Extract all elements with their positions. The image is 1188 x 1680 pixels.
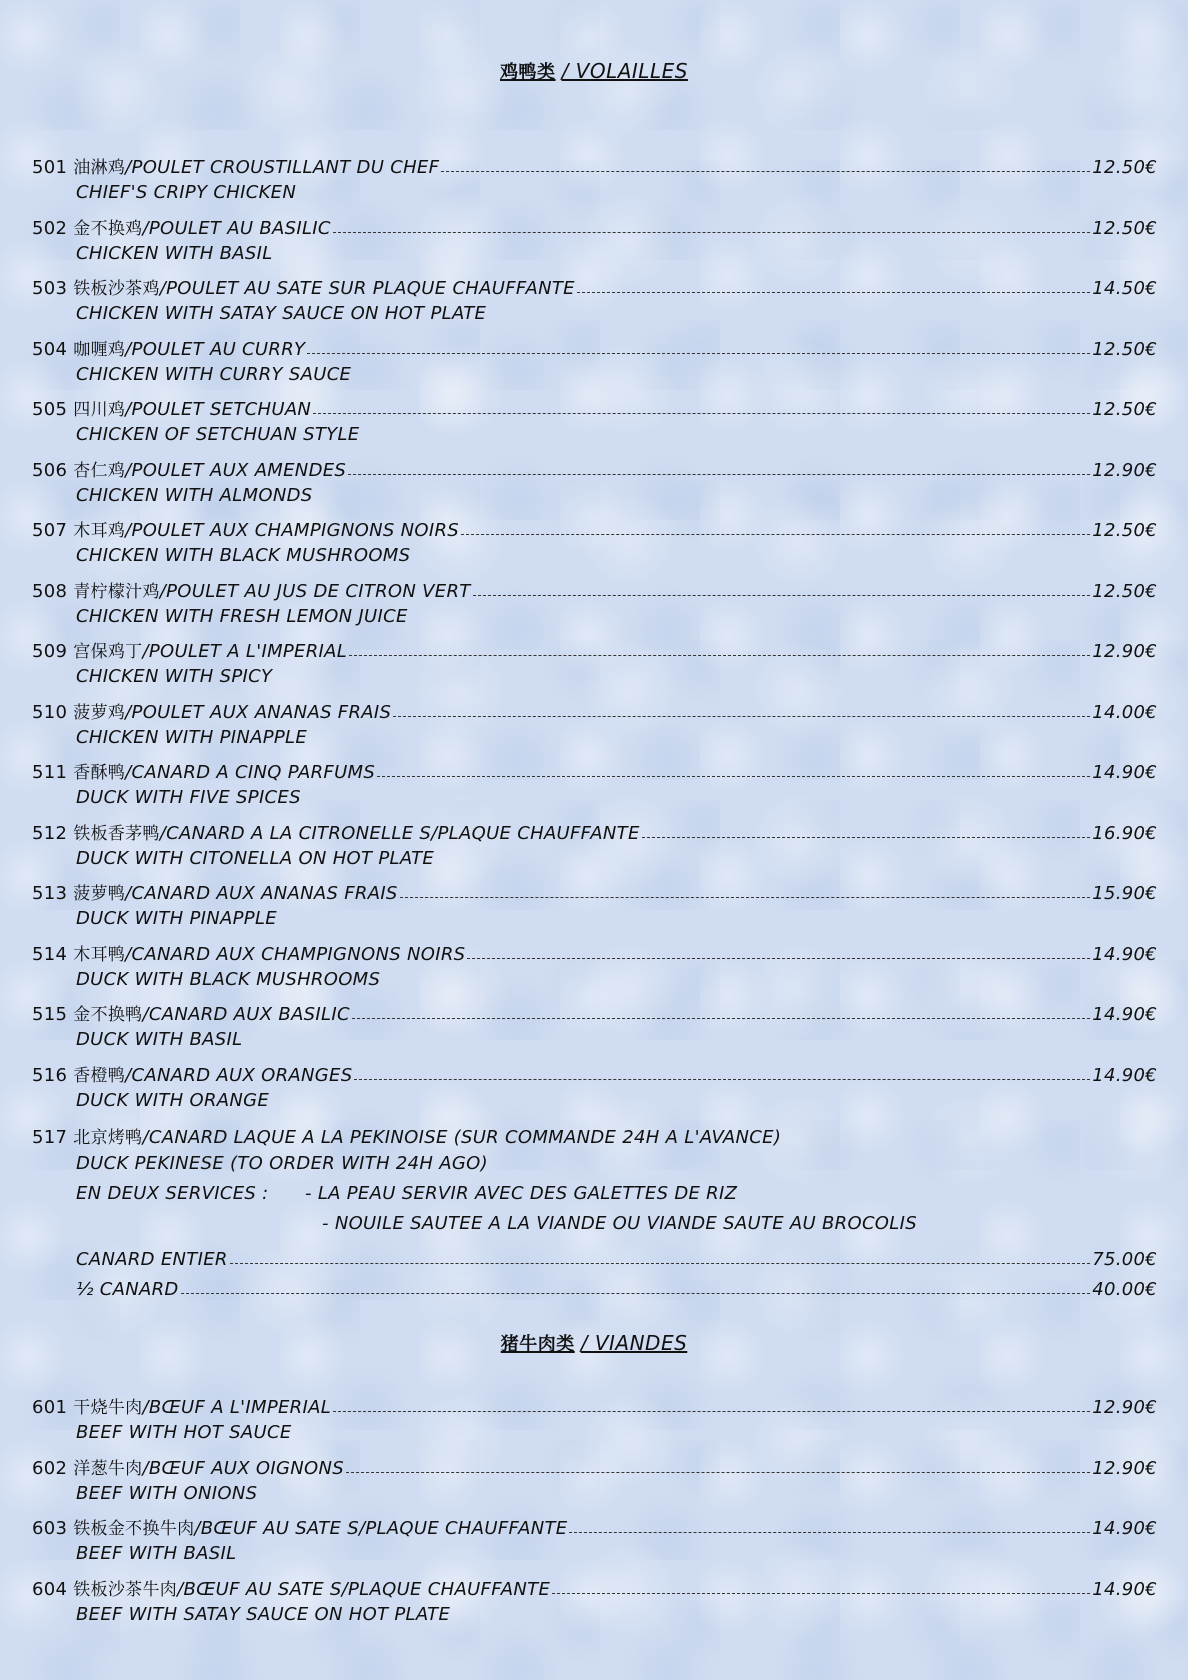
item-number: 509	[32, 641, 68, 662]
option-price: 75.00€	[1092, 1249, 1157, 1270]
item-number: 503	[32, 278, 68, 299]
dotted-leader	[377, 766, 1090, 777]
menu-item-510	[32, 693, 1157, 723]
item-name-en: CHICKEN WITH SPICY	[76, 666, 273, 687]
item-name-fr: /CANARD AUX BASILIC	[142, 1004, 350, 1025]
menu-item-602	[32, 1449, 1157, 1479]
item-name-fr: /BŒUF AU SATE S/PLAQUE CHAUFFANTE	[177, 1578, 551, 1600]
item-number: 502	[32, 217, 68, 239]
menu-item-515	[32, 995, 1157, 1025]
item-price: 12.50€	[1092, 338, 1157, 360]
item-price: 15.90€	[1092, 883, 1157, 904]
item-name-fr: /POULET AU BASILIC	[142, 217, 331, 239]
item-name-zh: 四川鸡	[73, 400, 126, 420]
menu-item-501	[32, 148, 1157, 178]
item-name-en: CHICKEN OF SETCHUAN STYLE	[76, 424, 360, 445]
item-name-en: CHICKEN WITH BLACK MUSHROOMS	[76, 545, 411, 566]
item-price: 12.50€	[1092, 520, 1157, 541]
item-name-fr: /POULET AUX AMENDES	[125, 459, 347, 481]
item-number: 505	[32, 399, 68, 420]
menu-item-504	[32, 330, 1157, 360]
item-number: 513	[32, 883, 68, 904]
dotted-leader	[577, 282, 1090, 293]
item-name-fr: /CANARD A CINQ PARFUMS	[125, 762, 376, 783]
item-name-fr: /BŒUF A L'IMPERIAL	[142, 1397, 332, 1418]
item-number: 510	[32, 701, 68, 723]
option-label: CANARD ENTIER	[76, 1249, 228, 1270]
item-number: 516	[32, 1064, 68, 1086]
item-name-zh: 铁板金不换牛肉	[73, 1519, 195, 1539]
dotted-leader	[441, 161, 1090, 172]
menu-item-516	[32, 1056, 1157, 1086]
item-price: 16.90€	[1092, 822, 1157, 844]
dotted-leader	[400, 887, 1091, 898]
option-whole-duck	[76, 1240, 1157, 1270]
service-2: - NOUILE SAUTEE A LA VIANDE OU VIANDE SAUTE AU BROCOLIS	[322, 1213, 917, 1234]
item-name-en: CHICKEN WITH BASIL	[76, 242, 273, 264]
menu-item-502	[32, 209, 1157, 239]
item-name-fr: /POULET CROUSTILLANT DU CHEF	[125, 157, 440, 178]
item-price: 14.90€	[1092, 943, 1157, 965]
menu-item-604	[32, 1570, 1157, 1600]
item-price: 12.50€	[1092, 217, 1157, 239]
item-name-en: DUCK WITH BLACK MUSHROOMS	[76, 968, 381, 990]
item-name-en: BEEF WITH HOT SAUCE	[76, 1422, 292, 1443]
section-title-zh: 鸡鸭类	[500, 62, 556, 83]
item-name-en: BEEF WITH SATAY SAUCE ON HOT PLATE	[76, 1603, 451, 1625]
item-number: 501	[32, 157, 68, 178]
item-name-en: CHICKEN WITH PINAPPLE	[76, 726, 308, 748]
item-price: 14.90€	[1092, 1064, 1157, 1086]
item-name-fr: /POULET AUX CHAMPIGNONS NOIRS	[125, 520, 459, 541]
section-title-volailles	[0, 58, 1188, 84]
option-half-duck	[76, 1270, 1157, 1300]
service-1: - LA PEAU SERVIR AVEC DES GALETTES DE RIZ	[305, 1183, 738, 1204]
item-number: 511	[32, 762, 68, 783]
item-name-en: DUCK PEKINESE (TO ORDER WITH 24H AGO)	[76, 1153, 488, 1174]
menu-item-506	[32, 451, 1157, 481]
item-number: 602	[32, 1457, 68, 1479]
item-name-fr: /POULET AU CURRY	[125, 338, 306, 360]
item-name-zh: 菠萝鸭	[73, 884, 126, 904]
menu-item-511	[32, 753, 1157, 783]
item-name-en: CHICKEN WITH ALMONDS	[76, 484, 313, 506]
item-name-fr: /POULET SETCHUAN	[125, 399, 312, 420]
item-price: 12.90€	[1092, 1397, 1157, 1418]
item-price: 14.90€	[1092, 1578, 1157, 1600]
dotted-leader	[642, 827, 1091, 838]
dotted-leader	[181, 1283, 1091, 1294]
item-number: 604	[32, 1578, 68, 1600]
item-number: 507	[32, 520, 68, 541]
dotted-leader	[352, 1008, 1090, 1019]
section-title-viandes	[0, 1330, 1188, 1356]
option-label: ½ CANARD	[76, 1279, 179, 1300]
item-name-en: CHICKEN WITH FRESH LEMON JUICE	[76, 605, 408, 627]
item-number: 508	[32, 580, 68, 602]
item-number: 515	[32, 1004, 68, 1025]
item-name-zh: 铁板沙茶牛肉	[73, 1579, 178, 1600]
menu-item-603	[32, 1509, 1157, 1539]
dotted-leader	[349, 645, 1090, 656]
item-name-en: DUCK WITH CITONELLA ON HOT PLATE	[76, 847, 435, 869]
item-name-en: DUCK WITH ORANGE	[76, 1089, 270, 1111]
item-name-zh: 油淋鸡	[73, 158, 126, 178]
item-name-en: DUCK WITH PINAPPLE	[76, 908, 277, 929]
item-price: 14.90€	[1092, 1518, 1157, 1539]
item-name-zh: 香酥鸭	[73, 763, 126, 783]
item-price: 14.00€	[1092, 701, 1157, 723]
item-name-zh: 金不换鸡	[73, 218, 143, 239]
dotted-leader	[393, 706, 1090, 717]
item-name-zh: 咖喱鸡	[73, 339, 126, 360]
item-name-fr: /BŒUF AU SATE S/PLAQUE CHAUFFANTE	[194, 1518, 568, 1539]
item-name-en: BEEF WITH BASIL	[76, 1543, 237, 1564]
item-name-zh: 干烧牛肉	[73, 1398, 143, 1418]
dotted-leader	[467, 948, 1090, 959]
item-number: 517	[32, 1127, 68, 1148]
item-name-zh: 洋葱牛肉	[73, 1458, 143, 1479]
item-name-zh: 金不换鸭	[73, 1005, 143, 1025]
item-number: 512	[32, 822, 68, 844]
section-title-fr: / VOLAILLES	[561, 59, 688, 83]
item-name-en: CHICKEN WITH CURRY SAUCE	[76, 363, 352, 385]
item-name-fr: /POULET A L'IMPERIAL	[142, 641, 348, 662]
item-name-zh: 杏仁鸡	[73, 460, 126, 481]
menu-item-513	[32, 874, 1157, 904]
item-name-zh: 木耳鸭	[73, 944, 126, 965]
item-name-fr: /POULET AU SATE SUR PLAQUE CHAUFFANTE	[159, 278, 575, 299]
dotted-leader	[313, 403, 1090, 414]
dotted-leader	[569, 1522, 1090, 1533]
item-name-zh: 青柠檬汁鸡	[73, 581, 160, 602]
item-price: 14.50€	[1092, 278, 1157, 299]
item-price: 14.90€	[1092, 1004, 1157, 1025]
item-number: 601	[32, 1397, 68, 1418]
item-price: 12.90€	[1092, 1457, 1157, 1479]
section-title-zh: 猪牛肉类	[500, 1334, 575, 1355]
item-price: 12.50€	[1092, 157, 1157, 178]
item-name-fr: /POULET AU JUS DE CITRON VERT	[159, 580, 471, 602]
menu-item-507	[32, 511, 1157, 541]
item-name-fr: /CANARD A LA CITRONELLE S/PLAQUE CHAUFFANTE	[159, 822, 640, 844]
dotted-leader	[333, 1401, 1090, 1412]
services-label: EN DEUX SERVICES :	[76, 1183, 269, 1204]
dotted-leader	[346, 1462, 1090, 1473]
item-price: 12.50€	[1092, 580, 1157, 602]
item-name-fr: /CANARD AUX ANANAS FRAIS	[125, 883, 398, 904]
item-price: 14.90€	[1092, 762, 1157, 783]
item-name-fr: /CANARD LAQUE A LA PEKINOISE (SUR COMMANDE 24H A L'AVANCE)	[142, 1127, 782, 1148]
section-title-fr: / VIANDES	[580, 1331, 688, 1355]
menu-item-503	[32, 269, 1157, 299]
dotted-leader	[354, 1069, 1090, 1080]
item-number: 504	[32, 338, 68, 360]
item-name-fr: /BŒUF AUX OIGNONS	[142, 1457, 344, 1479]
dotted-leader	[473, 585, 1091, 596]
item-name-zh: 铁板香茅鸭	[73, 823, 160, 844]
menu-item-601	[32, 1388, 1157, 1418]
item-name-zh: 木耳鸡	[73, 521, 126, 541]
option-price: 40.00€	[1092, 1279, 1157, 1300]
item-name-fr: /CANARD AUX ORANGES	[125, 1064, 353, 1086]
item-name-fr: /CANARD AUX CHAMPIGNONS NOIRS	[125, 943, 466, 965]
menu-item-517	[32, 1118, 1157, 1148]
item-name-en: DUCK WITH FIVE SPICES	[76, 787, 301, 808]
dotted-leader	[333, 222, 1090, 233]
item-price: 12.90€	[1092, 641, 1157, 662]
item-number: 603	[32, 1518, 68, 1539]
dotted-leader	[461, 524, 1090, 535]
item-name-en: BEEF WITH ONIONS	[76, 1482, 258, 1504]
dotted-leader	[307, 343, 1090, 354]
item-name-zh: 北京烤鸭	[73, 1128, 143, 1148]
dotted-leader	[230, 1253, 1091, 1264]
menu-item-505	[32, 390, 1157, 420]
item-name-zh: 铁板沙茶鸡	[73, 279, 160, 299]
menu-item-514	[32, 935, 1157, 965]
dotted-leader	[348, 464, 1090, 475]
item-name-zh: 菠萝鸡	[73, 702, 126, 723]
item-number: 506	[32, 459, 68, 481]
menu-item-508	[32, 572, 1157, 602]
item-name-en: CHIEF'S CRIPY CHICKEN	[76, 182, 297, 203]
item-number: 514	[32, 943, 68, 965]
menu-item-512	[32, 814, 1157, 844]
item-name-en: CHICKEN WITH SATAY SAUCE ON HOT PLATE	[76, 303, 487, 324]
item-name-fr: /POULET AUX ANANAS FRAIS	[125, 701, 392, 723]
item-name-zh: 宫保鸡丁	[73, 642, 143, 662]
item-name-en: DUCK WITH BASIL	[76, 1029, 243, 1050]
item-price: 12.90€	[1092, 459, 1157, 481]
menu-item-509	[32, 632, 1157, 662]
dotted-leader	[552, 1583, 1090, 1594]
item-price: 12.50€	[1092, 399, 1157, 420]
item-name-zh: 香橙鸭	[73, 1065, 126, 1086]
